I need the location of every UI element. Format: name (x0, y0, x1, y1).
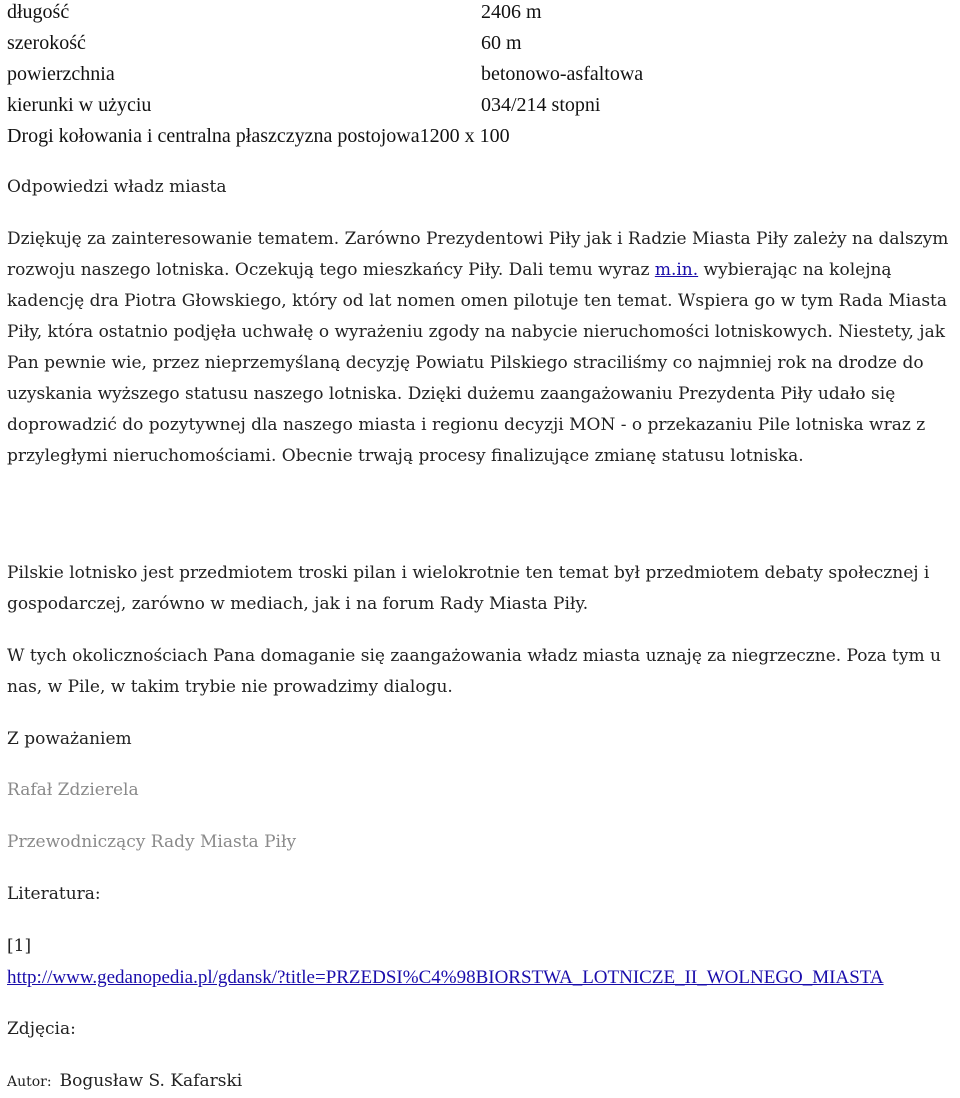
spec-key: kierunki w użyciu (7, 94, 152, 116)
literature-heading: Literatura: (7, 884, 101, 904)
spec-row-taxiways-text (7, 125, 510, 147)
author-name: Bogusław S. Kafarski (59, 1071, 243, 1091)
spec-row-width (7, 31, 522, 62)
paragraph-text: Dziękuję za zainteresowanie tematem. Zarówno Prezydentowi Piły jak i Radzie Miasta Piły zależy na dalszym rozwoju naszego lotniska. Oczekują tego mieszkańcy Piły. Dali temu wyraz (7, 229, 949, 280)
response-paragraph-1 (7, 224, 955, 472)
photos-heading: Zdjęcia: (7, 1019, 76, 1039)
spec-row-taxiways (7, 124, 510, 155)
spec-key: powierzchnia (7, 63, 115, 85)
signature-name: Rafał Zdzierela (7, 780, 139, 800)
spec-key: długość (7, 1, 70, 23)
spec-row-length (7, 0, 542, 31)
paragraph-text: wybierając na kolejną kadencję dra Piotra Głowskiego, który od lat nomen omen pilotuje ten temat. Wspiera go w tym Rada Miasta Piły, która ostatnio podjęła uchwałę o wyrażeniu zgody na nabycie nieruchomości lotniskowych. Niestety, jak Pan pewnie wie, przez nieprzemyślaną decyzję Powiatu Pilskiego straciliśmy co najmniej rok na drodze do uzyskania wyższego statusu naszego lotniska. Dzięki dużemu zaangażowaniu Prezydenta Piły udało się doprowadzić do pozytywnej dla naszego miasta i regionu decyzji MON - o przekazaniu Pile lotniska wraz z przyległymi nieruchomościami. Obecnie trwają procesy finalizujące zmianę statusu lotniska. (7, 260, 948, 466)
spec-row-directions (7, 93, 601, 124)
spec-row-surface (7, 62, 644, 93)
author-label: Autor: (7, 1074, 52, 1090)
response-paragraph-3: W tych okolicznościach Pana domaganie się zaangażowania władz miasta uznaję za niegrzeczne. Poza tym u nas, w Pile, w takim trybie nie prowadzimy dialogu. (7, 646, 941, 697)
spec-value: 1200 x 100 (419, 125, 510, 147)
reference-row (7, 962, 955, 994)
spec-value: 034/214 stopni (481, 94, 601, 116)
spec-key: szerokość (7, 32, 86, 54)
spec-value: betonowo-asfaltowa (481, 63, 644, 85)
spec-value: 60 m (481, 32, 522, 54)
spec-table (7, 0, 644, 155)
signature-title: Przewodniczący Rady Miasta Piły (7, 832, 297, 852)
abbrev-link[interactable]: m.in. (654, 260, 699, 280)
spec-key: Drogi kołowania i centralna płaszczyzna postojowa (7, 125, 420, 147)
closing-text: Z poważaniem (7, 729, 132, 749)
section-title: Odpowiedzi władz miasta (7, 177, 227, 197)
author-line (7, 1066, 955, 1098)
reference-number: [1] (7, 936, 32, 956)
reference-link[interactable]: http://www.gedanopedia.pl/gdansk/?title=PRZEDSI%C4%98BIORSTWA_LOTNICZE_II_WOLNEGO_MIASTA (7, 967, 884, 988)
response-paragraph-2: Pilskie lotnisko jest przedmiotem troski pilan i wielokrotnie ten temat był przedmiotem debaty społecznej i gospodarczej, zarówno w mediach, jak i na forum Rady Miasta Piły. (7, 563, 930, 614)
spec-value: 2406 m (481, 1, 542, 23)
